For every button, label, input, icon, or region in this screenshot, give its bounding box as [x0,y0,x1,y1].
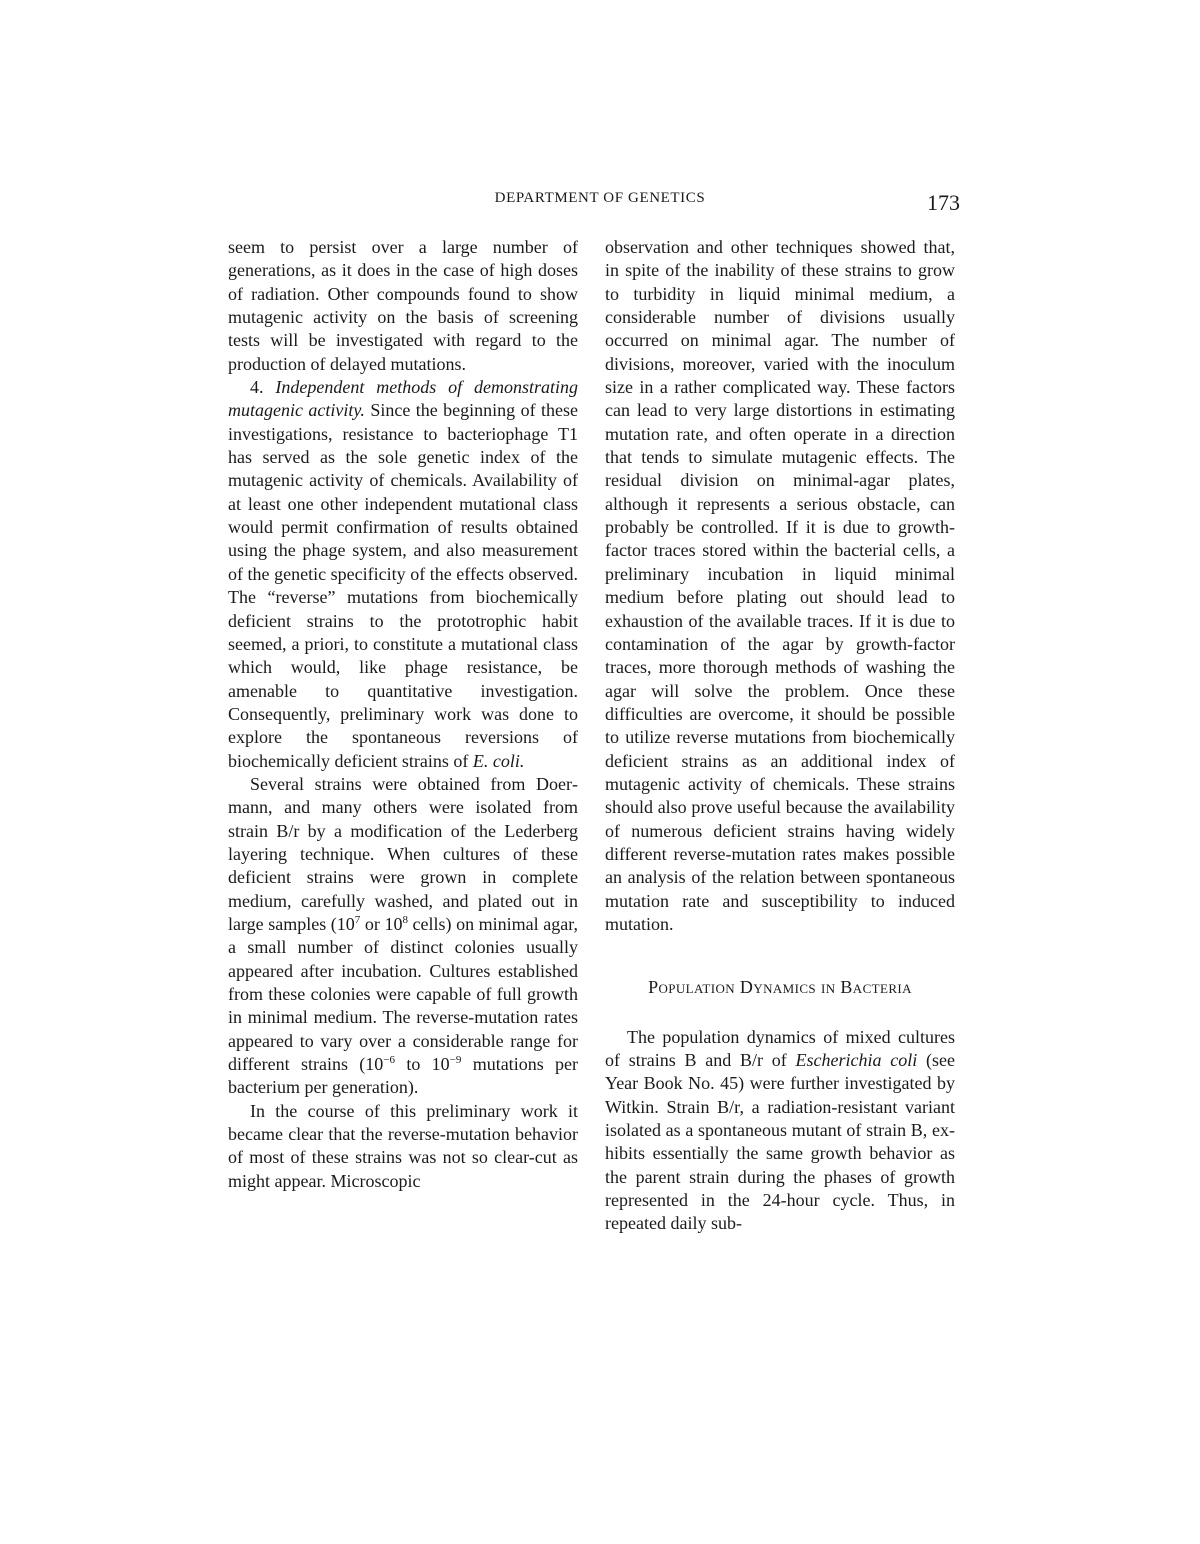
paragraph-text: or 10 [360,913,403,934]
page-header [230,190,970,220]
paragraph-text: cells) on minimal agar, a small number of distinct colonies usually appeared after incubation. Cultures established from these colonies were capable of full growth in minimal medium. The reverse-mutation rates appeared to vary over a considerable range for different strains (10 [228,913,578,1075]
paragraph-text: Several strains were obtained from Doermann, and many others were isolated from strain B/r by a modification of the Lederberg layering technique. When cultures of these deficient strains were grown in complete medium, carefully washed, and plated out in large samples (10 [228,773,578,934]
exponent: −9 [449,1054,462,1067]
paragraph-text: to 10 [395,1054,450,1075]
exponent: −6 [383,1054,395,1067]
subsection-heading: Independent methods of demonstrating mutagenic activity. [228,377,578,421]
exponent: 8 [402,913,408,926]
section-number: 4. [250,377,264,398]
species-name: Escherichia coli [795,1050,918,1070]
left-column [228,236,578,1193]
paragraph-text: mutations per bacterium per generation). [228,1054,578,1098]
section-title: Population Dynamics in Bacteria [648,977,912,998]
running-head: DEPARTMENT OF GENETICS [494,190,706,206]
paragraph [228,773,578,1100]
paragraph-text: The population dynamics of mixed cultures of strains B and B/r of [605,1026,955,1070]
paragraph [605,1026,955,1236]
paragraph-text: (see Year Book No. 45) were further investigated by Witkin. Strain B/r, a radiation-resistant variant isolated as a spontaneous mutant of strain B, exhibits essentially the same growth behavior as the parent strain during the phases of growth represented in the 24-hour cycle. Thus, in repeated daily sub- [605,1050,956,1234]
species-name: E. coli. [472,750,525,771]
exponent: 7 [354,913,361,926]
paragraph: observation and other techniques showed that, in spite of the inability of these strains to grow to turbidity in liquid minimal medium, a considerable number of divisions usually occurred on minimal agar. The number of divisions, moreover, varied with the inoculum size in a rather complicated way. These factors can lead to very large distortions in estimating mutation rate, and often operate in a direction that tends to simulate mutagenic effects. The residual division on minimal-agar plates, although it represents a serious obstacle, can probably be controlled. If it is due to growth-factor traces stored within the bacterial cells, a preliminary incubation in liquid minimal medium before plating out should lead to exhaustion of the available traces. If it is due to contamination of the agar by growth-factor traces, more thorough methods of washing the agar will solve the problem. Once these difficulties are overcome, it should be possible to utilize reverse mutations from biochemically deficient strains as an additional index of mutagenic activity of chemicals. These strains should also prove useful because the availability of numerous deficient strains having widely different reverse-mutation rates makes possible an analysis of the relation between spontaneous mutation rate and susceptibility to induced mutation. [605,237,955,934]
paragraph [228,376,578,773]
page-number: 173 [927,190,960,215]
right-column [605,236,955,1236]
paragraph: In the course of this preliminary work it became clear that the reverse-mutation behavior of most of these strains was not so clear-cut as might appear. Microscopic [228,1100,578,1191]
paragraph: seem to persist over a large number of generations, as it does in the case of high doses of radiation. Other compounds found to show mutagenic activity on the basis of screening tests will be investigated with regard to the production of delayed mutations. [228,237,578,374]
paragraph-text: Since the beginning of these investigations, resistance to bacteriophage T1 has served as the sole genetic index of the mutagenic activity of chemicals. Availability of at least one other independent mutational class would permit confirmation of results obtained using the phage system, and also measurement of the genetic specificity of the effects observed. The “reverse” mutations from biochemically deficient strains to the prototrophic habit seemed, a priori, to constitute a mutational class which would, like phage resistance, be amenable to quantitative investigation. Consequently, preliminary work was done to explore the spontaneous reversions of biochemically deficient strains of [228,400,578,771]
